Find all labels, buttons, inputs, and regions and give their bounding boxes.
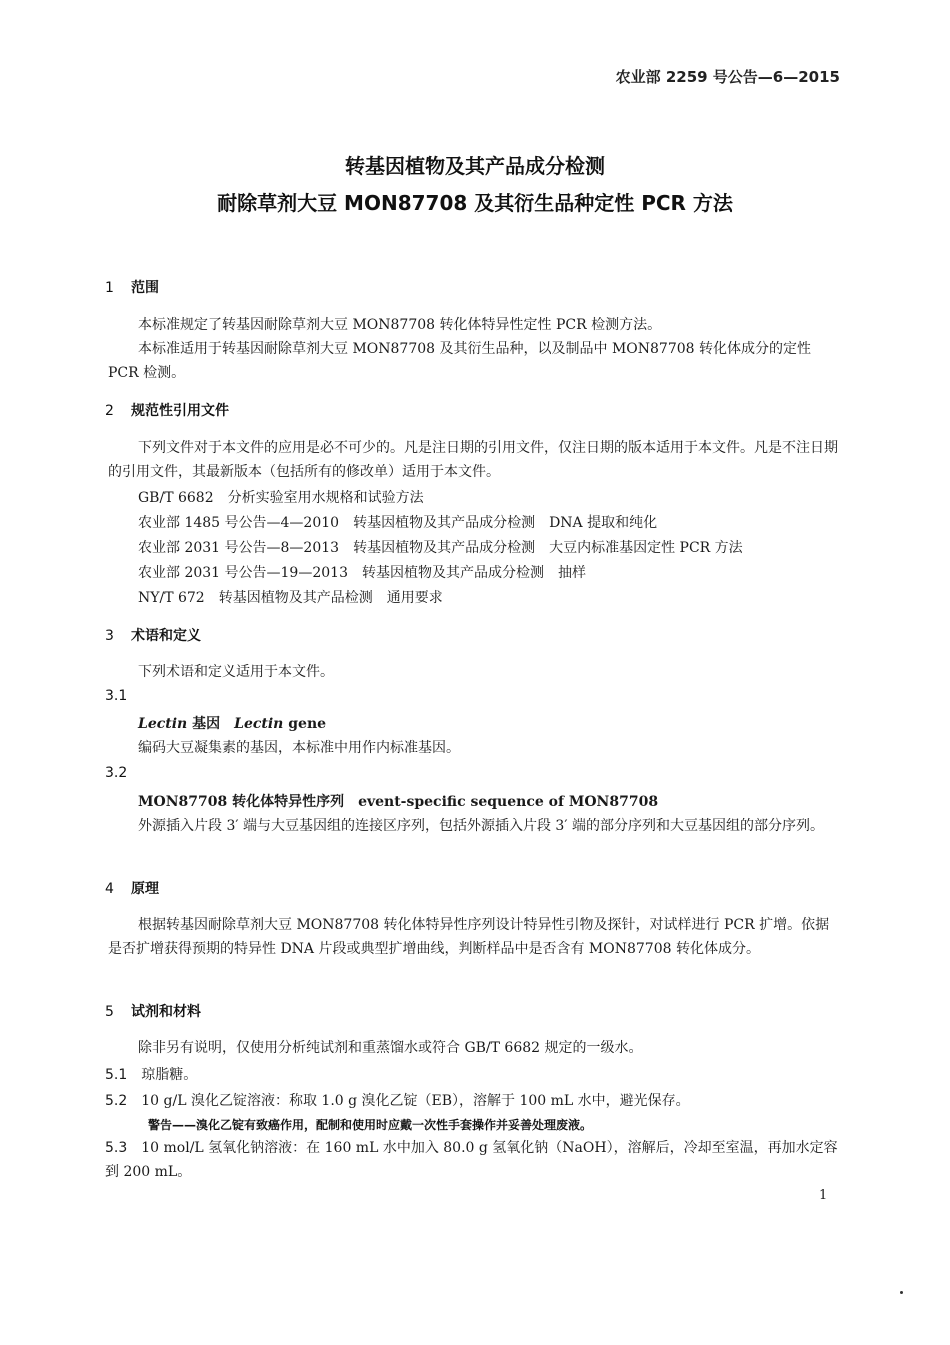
term-zh (138, 716, 220, 732)
reference-code: 农业部 1485 号公告—4—2010 (138, 515, 340, 531)
reference-item (138, 537, 757, 557)
term-number: 3.1 (105, 688, 128, 704)
paragraph: 下列术语和定义适用于本文件。 (138, 664, 334, 680)
section-label: 术语和定义 (131, 628, 201, 644)
reference-title: 转基因植物及其产品成分检测 (353, 540, 536, 556)
item-number: 5.3 (105, 1140, 128, 1156)
item-text: 10 g/L 溴化乙锭溶液：称取 1.0 g 溴化乙锭（EB），溶解于 100 mL 水中，避光保存。 (141, 1093, 690, 1109)
reference-extra: 大豆内标准基因定性 PCR 方法 (549, 540, 743, 556)
term-en-italic: Lectin (234, 716, 284, 732)
reagent-item (105, 1090, 704, 1110)
paragraph: 除非另有说明，仅使用分析纯试剂和重蒸馏水或符合 GB/T 6682 规定的一级水。 (138, 1040, 643, 1056)
term-zh: MON87708 转化体特异性序列 (138, 794, 345, 810)
section-3-heading (105, 625, 201, 645)
section-label: 试剂和材料 (131, 1004, 201, 1020)
standard-code: 农业部 2259 号公告—6—2015 (615, 68, 840, 86)
title-line-2: 耐除草剂大豆 MON87708 及其衍生品种定性 PCR 方法 (217, 191, 733, 215)
section-number: 1 (105, 280, 114, 296)
reference-item (138, 487, 452, 507)
term-en-rest: gene (283, 716, 327, 732)
section-label: 规范性引用文件 (131, 403, 229, 419)
term-zh-rest: 基因 (187, 716, 221, 732)
reference-extra: 抽样 (557, 565, 586, 581)
term-en: event-specific sequence of MON87708 (358, 794, 659, 810)
term-heading (138, 791, 672, 811)
paragraph: 本标准规定了转基因耐除草剂大豆 MON87708 转化体特异性定性 PCR 检测方法。 (138, 317, 662, 333)
section-number: 5 (105, 1004, 114, 1020)
reference-code: 农业部 2031 号公告—19—2013 (138, 565, 348, 581)
reference-code: 农业部 2031 号公告—8—2013 (138, 540, 340, 556)
section-number: 2 (105, 403, 114, 419)
section-number: 3 (105, 628, 114, 644)
reference-code: NY/T 672 (138, 590, 205, 606)
section-4-heading (105, 878, 159, 898)
reference-item (138, 587, 457, 607)
section-2-heading (105, 400, 229, 420)
section-5-heading (105, 1001, 201, 1021)
paragraph: 根据转基因耐除草剂大豆 MON87708 转化体特异性序列设计特异性引物及探针，对试样进行 PCR 扩增。依据是否扩增获得预期的特异性 DNA 片段或典型扩增曲线，判断样品中是否含有 MON87708 转化体成分。 (108, 917, 830, 957)
reagent-item (105, 1064, 211, 1084)
page-number: 1 (819, 1188, 828, 1203)
reference-item (138, 512, 671, 532)
reference-extra: 通用要求 (386, 590, 443, 606)
term-definition: 外源插入片段 3′ 端与大豆基因组的连接区序列，包括外源插入片段 3′ 端的部分序列和大豆基因组的部分序列。 (138, 818, 824, 834)
section-label: 范围 (131, 280, 159, 296)
reagent-item (105, 1136, 840, 1184)
term-en (234, 716, 326, 732)
reference-title: 分析实验室用水规格和试验方法 (227, 490, 424, 506)
term-heading (138, 713, 340, 733)
paragraph: 下列文件对于本文件的应用是必不可少的。凡是注日期的引用文件，仅注日期的版本适用于本文件。凡是不注日期的引用文件，其最新版本（包括所有的修改单）适用于本文件。 (108, 440, 838, 480)
reference-code: GB/T 6682 (138, 490, 214, 506)
term-definition: 编码大豆凝集素的基因，本标准中用作内标准基因。 (138, 740, 460, 756)
warning-note: 警告——溴化乙锭有致癌作用，配制和使用时应戴一次性手套操作并妥善处理废液。 (148, 1118, 593, 1132)
item-text: 琼脂糖。 (141, 1067, 198, 1083)
section-1-heading (105, 277, 159, 297)
reference-title: 转基因植物及其产品检测 (218, 590, 373, 606)
reference-item (138, 562, 600, 582)
term-number: 3.2 (105, 765, 128, 781)
title-line-1: 转基因植物及其产品成分检测 (345, 154, 605, 178)
scan-mark (900, 1291, 903, 1294)
paragraph: 本标准适用于转基因耐除草剂大豆 MON87708 及其衍生品种，以及制品中 MON87708 转化体成分的定性 PCR 检测。 (108, 341, 811, 381)
reference-title: 转基因植物及其产品成分检测 (361, 565, 544, 581)
section-label: 原理 (131, 881, 159, 897)
item-number: 5.1 (105, 1067, 128, 1083)
item-number: 5.2 (105, 1093, 128, 1109)
reference-extra: DNA 提取和纯化 (549, 515, 658, 531)
item-text: 10 mol/L 氢氧化钠溶液：在 160 mL 水中加入 80.0 g 氢氧化钠（NaOH），溶解后，冷却至室温，再加水定容到 200 mL。 (105, 1140, 838, 1180)
term-zh-italic: Lectin (138, 716, 188, 732)
reference-title: 转基因植物及其产品成分检测 (353, 515, 536, 531)
section-number: 4 (105, 881, 114, 897)
